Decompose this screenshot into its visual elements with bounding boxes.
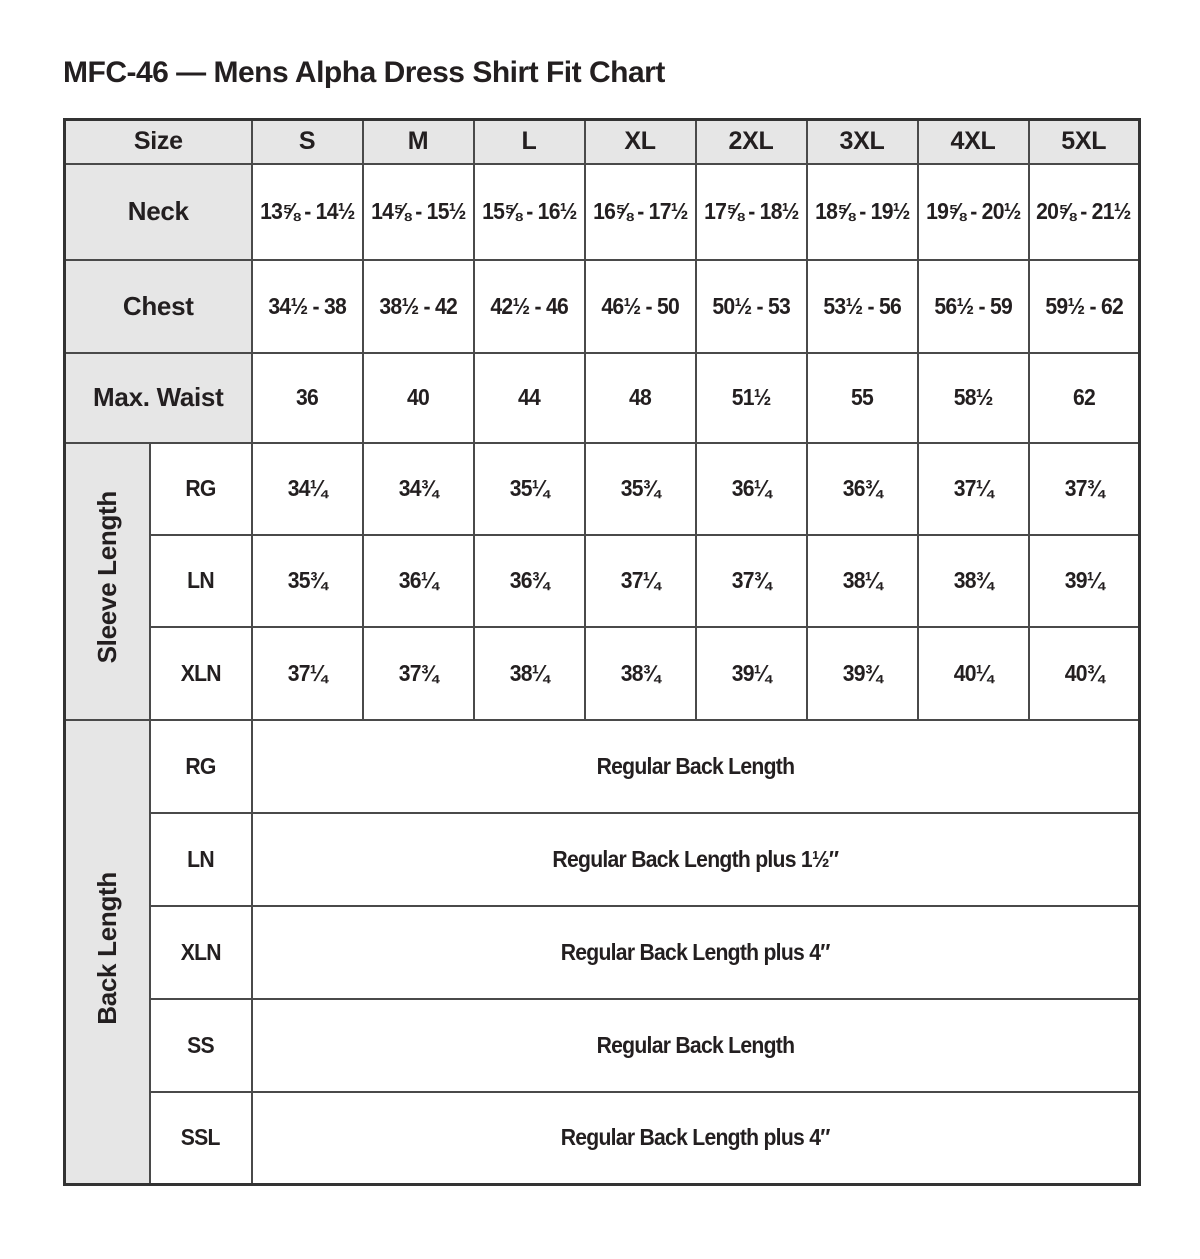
- back-xln-description: Regular Back Length plus 4″: [252, 906, 1140, 999]
- back-xln-label: XLN: [150, 906, 252, 999]
- chest-value-cell: [585, 260, 696, 353]
- neck-row-label: Neck: [65, 164, 252, 260]
- sleeve-ln-value-cell: 37¼: [585, 535, 696, 627]
- neck-value-cell: [807, 164, 918, 260]
- chest-value-cell: [1029, 260, 1140, 353]
- sleeve-xln-value-cell: 37¼: [252, 627, 363, 720]
- sleeve-ln-label: LN: [150, 535, 252, 627]
- size-header-cell: Size: [65, 120, 252, 164]
- back-ss-description: Regular Back Length: [252, 999, 1140, 1092]
- chest-row: [65, 260, 1140, 353]
- sleeve-xln-value-cell: 38¼: [474, 627, 585, 720]
- max-waist-value: 58½: [953, 384, 993, 410]
- chest-value: 46½ - 50: [601, 292, 679, 319]
- sleeve-rg-value-cell: 34¼: [252, 443, 363, 535]
- sleeve-xln-value-cell: 40¼: [918, 627, 1029, 720]
- max-waist-value: 51½: [731, 384, 771, 410]
- sleeve-xln-value-cell: 39¼: [696, 627, 807, 720]
- chest-value-cell: [363, 260, 474, 353]
- page-title: MFC-46 — Mens Alpha Dress Shirt Fit Chart: [63, 56, 665, 89]
- back-length-vertical-text: Back Length: [92, 871, 123, 1025]
- neck-value: 18⅝ - 19½: [814, 198, 910, 224]
- neck-value-cell: [918, 164, 1029, 260]
- size-col-header-4xl: 4XL: [918, 120, 1029, 164]
- size-col-header-3xl: 3XL: [807, 120, 918, 164]
- chest-value: 50½ - 53: [712, 292, 790, 319]
- max-waist-value-cell: [918, 353, 1029, 443]
- chest-value: 59½ - 62: [1044, 292, 1123, 319]
- sleeve-length-vertical-text: Sleeve Length: [92, 491, 123, 664]
- sleeve-xln-label: XLN: [150, 627, 252, 720]
- sleeve-rg-row: [65, 443, 1140, 535]
- sleeve-ln-value-cell: 36¼: [363, 535, 474, 627]
- max-waist-value: 44: [517, 384, 541, 410]
- neck-value-cell: [585, 164, 696, 260]
- sleeve-rg-value-cell: 35¼: [474, 443, 585, 535]
- chest-value-cell: [696, 260, 807, 353]
- size-col-header-2xl: 2XL: [696, 120, 807, 164]
- max-waist-value-cell: [252, 353, 363, 443]
- size-col-header-xl: XL: [585, 120, 696, 164]
- chest-value: 34½ - 38: [268, 292, 346, 319]
- neck-value: 19⅝ - 20½: [925, 198, 1021, 224]
- max-waist-value-cell: [363, 353, 474, 443]
- neck-value: 15⅝ - 16½: [481, 198, 577, 224]
- back-ln-row: [65, 813, 1140, 906]
- neck-value: 17⅝ - 18½: [703, 198, 799, 224]
- size-col-header-l: L: [474, 120, 585, 164]
- chest-value: 56½ - 59: [934, 292, 1012, 319]
- back-ln-description: Regular Back Length plus 1½″: [252, 813, 1140, 906]
- max-waist-value: 55: [850, 384, 874, 410]
- sleeve-rg-value-cell: 37¾: [1029, 443, 1140, 535]
- sleeve-rg-value-cell: 36¼: [696, 443, 807, 535]
- back-rg-label: RG: [150, 720, 252, 813]
- neck-value: 14⅝ - 15½: [370, 198, 466, 224]
- back-ssl-label: SSL: [150, 1092, 252, 1185]
- back-ssl-row: [65, 1092, 1140, 1185]
- max-waist-value: 48: [628, 384, 652, 410]
- chest-value-cell: [474, 260, 585, 353]
- fit-chart-table: [63, 118, 1141, 1186]
- max-waist-row: [65, 353, 1140, 443]
- sleeve-xln-value-cell: 39¾: [807, 627, 918, 720]
- max-waist-value: 62: [1072, 384, 1095, 410]
- back-xln-row: [65, 906, 1140, 999]
- sleeve-xln-value-cell: 40¾: [1029, 627, 1140, 720]
- sleeve-xln-row: [65, 627, 1140, 720]
- back-ssl-description: Regular Back Length plus 4″: [252, 1092, 1140, 1185]
- sleeve-rg-value-cell: 34¾: [363, 443, 474, 535]
- sleeve-ln-value-cell: 38¼: [807, 535, 918, 627]
- sleeve-xln-value-cell: 38¾: [585, 627, 696, 720]
- sleeve-ln-value-cell: 39¼: [1029, 535, 1140, 627]
- chest-row-label: Chest: [65, 260, 252, 353]
- neck-value-cell: [252, 164, 363, 260]
- max-waist-value-cell: [696, 353, 807, 443]
- back-rg-description: Regular Back Length: [252, 720, 1140, 813]
- back-ss-label: SS: [150, 999, 252, 1092]
- neck-value: 16⅝ - 17½: [592, 198, 688, 224]
- size-col-header-m: M: [363, 120, 474, 164]
- size-header-row: [65, 120, 1140, 164]
- sleeve-rg-label: RG: [150, 443, 252, 535]
- back-rg-row: [65, 720, 1140, 813]
- neck-value-cell: [363, 164, 474, 260]
- sleeve-ln-value-cell: 36¾: [474, 535, 585, 627]
- max-waist-value-cell: [807, 353, 918, 443]
- sleeve-rg-value-cell: 35¾: [585, 443, 696, 535]
- chest-value: 53½ - 56: [823, 292, 901, 319]
- sleeve-ln-value-cell: 35¾: [252, 535, 363, 627]
- back-ln-label: LN: [150, 813, 252, 906]
- max-waist-value: 36: [295, 384, 319, 410]
- back-ss-row: [65, 999, 1140, 1092]
- sleeve-rg-value-cell: 36¾: [807, 443, 918, 535]
- chest-value: 38½ - 42: [379, 292, 457, 319]
- max-waist-value: 40: [406, 384, 430, 410]
- chest-value-cell: [918, 260, 1029, 353]
- neck-row: [65, 164, 1140, 260]
- sleeve-ln-row: [65, 535, 1140, 627]
- max-waist-value-cell: [474, 353, 585, 443]
- max-waist-value-cell: [1029, 353, 1140, 443]
- max-waist-value-cell: [585, 353, 696, 443]
- neck-value: 20⅝ - 21½: [1036, 198, 1132, 224]
- neck-value-cell: [696, 164, 807, 260]
- sleeve-ln-value-cell: 38¾: [918, 535, 1029, 627]
- sleeve-ln-value-cell: 37¾: [696, 535, 807, 627]
- size-col-header-5xl: 5XL: [1029, 120, 1140, 164]
- size-col-header-s: S: [252, 120, 363, 164]
- sleeve-xln-value-cell: 37¾: [363, 627, 474, 720]
- neck-value: 13⅝ - 14½: [259, 198, 355, 224]
- sleeve-length-section-label: [65, 443, 150, 720]
- neck-value-cell: [1029, 164, 1140, 260]
- chest-value-cell: [807, 260, 918, 353]
- chest-value: 42½ - 46: [490, 292, 568, 319]
- sleeve-rg-value-cell: 37¼: [918, 443, 1029, 535]
- chest-value-cell: [252, 260, 363, 353]
- max-waist-row-label: Max. Waist: [65, 353, 252, 443]
- back-length-section-label: [65, 720, 150, 1185]
- neck-value-cell: [474, 164, 585, 260]
